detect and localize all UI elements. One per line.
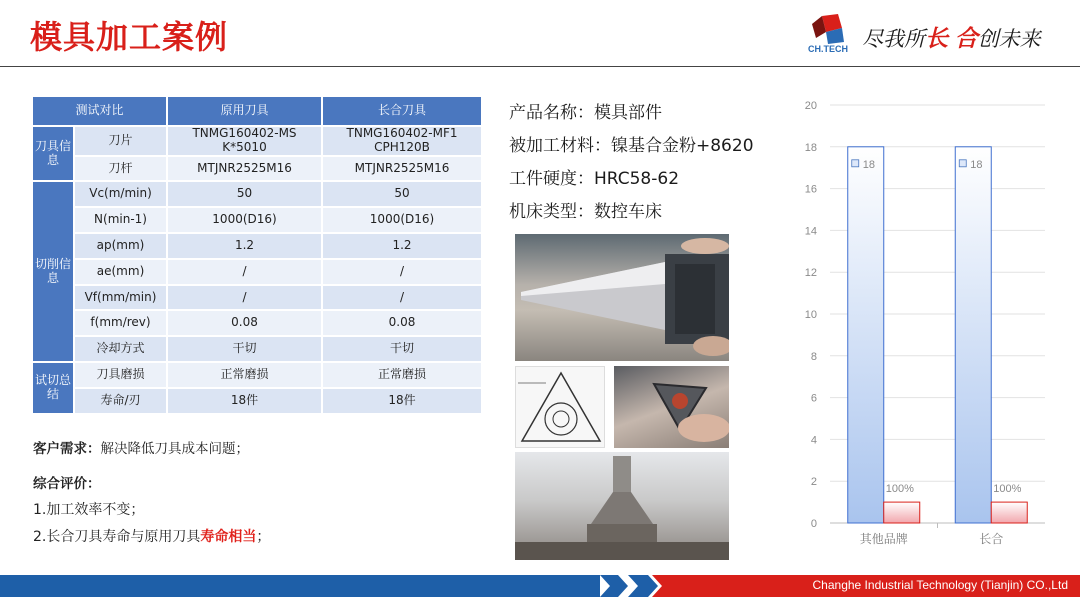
evaluation-title: 综合评价： (33, 476, 101, 492)
bar-series-1 (848, 147, 884, 523)
orig-cell: 18件 (167, 388, 322, 414)
x-tick-label: 其他品牌 (859, 532, 908, 546)
evaluation-item-2-text: 2.长合刀具寿命与原用刀具 (33, 529, 201, 545)
ch-cell: 干切 (322, 336, 482, 362)
ch-cell: 正常磨损 (322, 362, 482, 388)
company-name: Changhe Industrial Technology (Tianjin) CO.,Ltd (812, 578, 1068, 592)
row-label: 刀具磨损 (74, 362, 167, 388)
table-row (32, 259, 482, 285)
finished-part-icon (515, 452, 729, 560)
table-row (32, 336, 482, 362)
insert-drawing (515, 366, 605, 448)
finished-part-photo (515, 452, 729, 560)
bar-data-label: 18 (862, 158, 875, 171)
bar-series-2 (884, 502, 920, 523)
orig-cell: 1000(D16) (167, 207, 322, 233)
ch-cell: 1.2 (322, 233, 482, 259)
evaluation-item-1: 1.加工效率不变； (33, 502, 145, 518)
ch-cell: 1000(D16) (322, 207, 482, 233)
row-label: f(mm/rev) (74, 310, 167, 336)
x-tick-label: 长合 (979, 532, 1004, 546)
table-header-cell: 长合刀具 (322, 96, 482, 126)
table-header-cell: 原用刀具 (167, 96, 322, 126)
y-tick-label: 8 (810, 350, 817, 363)
row-label: ae(mm) (74, 259, 167, 285)
orig-cell: 干切 (167, 336, 322, 362)
slogan-part-c: 合 (954, 25, 978, 52)
orig-cell: / (167, 259, 322, 285)
y-tick-label: 4 (810, 434, 817, 447)
row-label: 冷却方式 (74, 336, 167, 362)
group-label-cut: 切削信息 (32, 181, 74, 362)
logo-text: CH.TECH (808, 44, 848, 54)
y-tick-label: 6 (810, 392, 817, 405)
y-tick-label: 10 (804, 309, 817, 321)
row-label: ap(mm) (74, 233, 167, 259)
y-tick-label: 16 (804, 183, 817, 196)
slogan (862, 20, 1041, 53)
row-label: N(min-1) (74, 207, 167, 233)
ch-cell: TNMG160402-MF1 CPH120B (322, 126, 482, 156)
evaluation-item-2-end: ； (256, 529, 271, 545)
orig-cell: 50 (167, 181, 322, 207)
bar-label-marker (959, 160, 966, 167)
table-row (32, 310, 482, 336)
y-tick-label: 0 (810, 518, 817, 530)
y-tick-label: 18 (804, 141, 817, 154)
header-divider (0, 66, 1080, 67)
evaluation-item-2 (33, 526, 270, 546)
slogan-part-a: 尽我所 (862, 27, 925, 51)
workpiece-cone-icon (515, 234, 729, 361)
table-row (32, 207, 482, 233)
evaluation-highlight: 寿命相当 (200, 529, 257, 545)
orig-cell: TNMG160402-MS K*5010 (167, 126, 322, 156)
workpiece-photo (515, 234, 729, 361)
requirement-label: 客户需求： (33, 441, 101, 457)
y-tick-label: 20 (804, 100, 817, 112)
table-row (32, 233, 482, 259)
requirement-text: 解决降低刀具成本问题； (100, 441, 249, 457)
ch-cell: 0.08 (322, 310, 482, 336)
y-tick-label: 14 (804, 225, 817, 238)
row-label: 寿命/刃 (74, 388, 167, 414)
customer-requirement (33, 437, 249, 457)
orig-cell: 0.08 (167, 310, 322, 336)
orig-cell: 1.2 (167, 233, 322, 259)
product-machine: 机床类型：数控车床 (509, 202, 662, 222)
slogan-part-d: 创未来 (977, 27, 1041, 51)
bar-label-marker (852, 160, 859, 167)
bar-data-label: 100% (885, 483, 914, 496)
table-row (32, 388, 482, 414)
bar-series-1 (955, 147, 991, 523)
table-row (32, 181, 482, 207)
insert-drawing-icon (516, 367, 605, 448)
ch-cell: / (322, 259, 482, 285)
bar-data-label: 100% (993, 483, 1022, 496)
y-tick-label: 12 (804, 267, 817, 280)
insert-icon (614, 366, 729, 448)
row-label: 刀片 (74, 126, 167, 156)
row-label: Vc(m/min) (74, 181, 167, 207)
lifetime-bar-chart (790, 95, 1060, 555)
comparison-table (31, 95, 483, 415)
orig-cell: / (167, 285, 322, 311)
row-label: Vf(mm/min) (74, 285, 167, 311)
y-tick-label: 2 (810, 476, 817, 489)
table-row (32, 362, 482, 388)
page-title: 模具加工案例 (30, 18, 229, 56)
table-row (32, 285, 482, 311)
ch-cell: MTJNR2525M16 (322, 156, 482, 182)
slogan-part-b: 长 (925, 25, 948, 52)
orig-cell: MTJNR2525M16 (167, 156, 322, 182)
ch-cell: 18件 (322, 388, 482, 414)
group-label-trial: 试切总结 (32, 362, 74, 414)
table-row (32, 156, 482, 182)
ch-cell: 50 (322, 181, 482, 207)
bar-series-2 (991, 502, 1027, 523)
insert-photo (614, 366, 729, 448)
product-name: 产品名称：模具部件 (509, 103, 662, 123)
table-row (32, 126, 482, 156)
ch-cell: / (322, 285, 482, 311)
product-material: 被加工材料：镍基合金粉+8620 (509, 136, 754, 156)
group-label-tool: 刀具信息 (32, 126, 74, 181)
row-label: 刀杆 (74, 156, 167, 182)
bar-data-label: 18 (970, 158, 983, 171)
table-header-cell: 测试对比 (32, 96, 167, 126)
product-hardness: 工件硬度：HRC58-62 (509, 169, 680, 189)
orig-cell: 正常磨损 (167, 362, 322, 388)
table-header-row (32, 96, 482, 126)
